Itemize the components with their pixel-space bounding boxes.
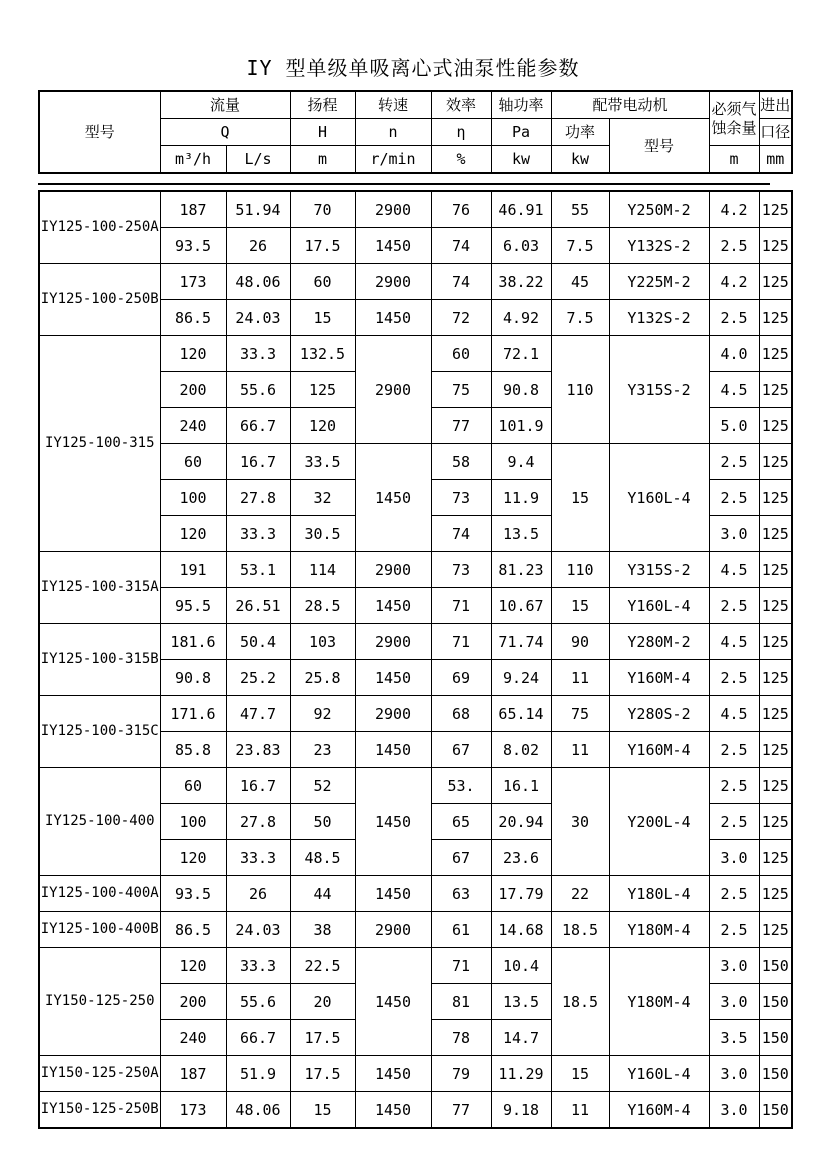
col-header-q-symbol: Q xyxy=(160,119,290,146)
cell-motor-model: Y180M-4 xyxy=(609,948,709,1056)
cell-efficiency: 65 xyxy=(431,804,491,840)
cell-shaft-power: 10.4 xyxy=(491,948,551,984)
header-row-1 xyxy=(39,91,792,119)
cell-npsh: 2.5 xyxy=(709,768,759,804)
cell-diameter: 125 xyxy=(759,696,792,732)
cell-flow-m3h: 200 xyxy=(160,984,226,1020)
cell-motor-model: Y160M-4 xyxy=(609,732,709,768)
cell-head: 17.5 xyxy=(290,228,355,264)
cell-npsh: 4.0 xyxy=(709,336,759,372)
cell-flow-ls: 48.06 xyxy=(226,264,290,300)
cell-flow-m3h: 191 xyxy=(160,552,226,588)
cell-diameter: 125 xyxy=(759,191,792,228)
table-row xyxy=(39,876,792,912)
cell-speed: 1450 xyxy=(355,444,431,552)
cell-motor-model: Y180M-4 xyxy=(609,912,709,948)
cell-npsh: 2.5 xyxy=(709,876,759,912)
cell-pump-model: IY125-100-250A xyxy=(39,191,160,264)
cell-motor-power: 110 xyxy=(551,552,609,588)
cell-shaft-power: 71.74 xyxy=(491,624,551,660)
cell-shaft-power: 11.29 xyxy=(491,1056,551,1092)
cell-diameter: 125 xyxy=(759,480,792,516)
cell-head: 25.8 xyxy=(290,660,355,696)
cell-head: 60 xyxy=(290,264,355,300)
cell-speed: 1450 xyxy=(355,1056,431,1092)
unit-shaft-kw: kw xyxy=(491,146,551,174)
cell-efficiency: 58 xyxy=(431,444,491,480)
cell-npsh: 4.5 xyxy=(709,624,759,660)
cell-flow-m3h: 120 xyxy=(160,516,226,552)
cell-flow-ls: 50.4 xyxy=(226,624,290,660)
cell-shaft-power: 9.24 xyxy=(491,660,551,696)
cell-flow-ls: 55.6 xyxy=(226,372,290,408)
cell-flow-m3h: 187 xyxy=(160,1056,226,1092)
cell-motor-power: 55 xyxy=(551,191,609,228)
cell-npsh: 2.5 xyxy=(709,660,759,696)
cell-diameter: 125 xyxy=(759,300,792,336)
cell-flow-ls: 51.94 xyxy=(226,191,290,228)
cell-diameter: 125 xyxy=(759,624,792,660)
cell-speed: 2900 xyxy=(355,912,431,948)
cell-efficiency: 53. xyxy=(431,768,491,804)
cell-speed: 1450 xyxy=(355,732,431,768)
cell-motor-model: Y280M-2 xyxy=(609,624,709,660)
unit-head-m: m xyxy=(290,146,355,174)
cell-flow-ls: 27.8 xyxy=(226,804,290,840)
unit-motor-kw: kw xyxy=(551,146,609,174)
cell-npsh: 2.5 xyxy=(709,300,759,336)
cell-flow-m3h: 120 xyxy=(160,948,226,984)
cell-head: 23 xyxy=(290,732,355,768)
cell-shaft-power: 65.14 xyxy=(491,696,551,732)
cell-efficiency: 74 xyxy=(431,264,491,300)
cell-shaft-power: 23.6 xyxy=(491,840,551,876)
cell-efficiency: 73 xyxy=(431,552,491,588)
col-header-motor-power: 功率 xyxy=(551,119,609,146)
cell-head: 30.5 xyxy=(290,516,355,552)
cell-flow-ls: 33.3 xyxy=(226,516,290,552)
cell-npsh: 2.5 xyxy=(709,732,759,768)
cell-speed: 1450 xyxy=(355,768,431,876)
cell-head: 50 xyxy=(290,804,355,840)
cell-head: 15 xyxy=(290,300,355,336)
cell-flow-m3h: 120 xyxy=(160,336,226,372)
cell-head: 92 xyxy=(290,696,355,732)
cell-head: 44 xyxy=(290,876,355,912)
cell-head: 38 xyxy=(290,912,355,948)
cell-efficiency: 73 xyxy=(431,480,491,516)
cell-head: 17.5 xyxy=(290,1020,355,1056)
cell-shaft-power: 4.92 xyxy=(491,300,551,336)
cell-diameter: 125 xyxy=(759,408,792,444)
cell-motor-power: 7.5 xyxy=(551,300,609,336)
col-header-shaft-power: 轴功率 xyxy=(491,91,551,119)
cell-flow-ls: 24.03 xyxy=(226,300,290,336)
cell-motor-model: Y160M-4 xyxy=(609,660,709,696)
cell-flow-ls: 27.8 xyxy=(226,480,290,516)
cell-diameter: 125 xyxy=(759,804,792,840)
cell-diameter: 150 xyxy=(759,984,792,1020)
header-table xyxy=(38,90,793,174)
cell-shaft-power: 72.1 xyxy=(491,336,551,372)
cell-flow-ls: 24.03 xyxy=(226,912,290,948)
cell-motor-model: Y160L-4 xyxy=(609,588,709,624)
cell-shaft-power: 101.9 xyxy=(491,408,551,444)
table-row xyxy=(39,1056,792,1092)
cell-diameter: 125 xyxy=(759,552,792,588)
cell-speed: 1450 xyxy=(355,948,431,1056)
cell-head: 22.5 xyxy=(290,948,355,984)
cell-motor-model: Y250M-2 xyxy=(609,191,709,228)
cell-head: 114 xyxy=(290,552,355,588)
cell-motor-power: 7.5 xyxy=(551,228,609,264)
cell-flow-m3h: 181.6 xyxy=(160,624,226,660)
table-row xyxy=(39,264,792,300)
cell-efficiency: 77 xyxy=(431,1092,491,1129)
table-row xyxy=(39,696,792,732)
cell-npsh: 5.0 xyxy=(709,408,759,444)
cell-speed: 1450 xyxy=(355,660,431,696)
cell-shaft-power: 90.8 xyxy=(491,372,551,408)
cell-head: 52 xyxy=(290,768,355,804)
cell-shaft-power: 13.5 xyxy=(491,516,551,552)
cell-flow-m3h: 95.5 xyxy=(160,588,226,624)
cell-diameter: 125 xyxy=(759,516,792,552)
cell-npsh: 3.0 xyxy=(709,984,759,1020)
cell-speed: 1450 xyxy=(355,588,431,624)
cell-flow-ls: 33.3 xyxy=(226,948,290,984)
col-header-pa-symbol: Pa xyxy=(491,119,551,146)
cell-npsh: 4.2 xyxy=(709,191,759,228)
cell-head: 103 xyxy=(290,624,355,660)
cell-npsh: 3.0 xyxy=(709,1056,759,1092)
cell-head: 48.5 xyxy=(290,840,355,876)
cell-pump-model: IY125-100-400B xyxy=(39,912,160,948)
cell-motor-power: 90 xyxy=(551,624,609,660)
cell-head: 125 xyxy=(290,372,355,408)
col-header-npsh-line2: 蚀余量 xyxy=(711,118,757,137)
cell-efficiency: 77 xyxy=(431,408,491,444)
cell-flow-ls: 25.2 xyxy=(226,660,290,696)
cell-pump-model: IY125-100-250B xyxy=(39,264,160,336)
cell-diameter: 125 xyxy=(759,876,792,912)
cell-motor-power: 11 xyxy=(551,1092,609,1129)
cell-npsh: 2.5 xyxy=(709,444,759,480)
cell-efficiency: 79 xyxy=(431,1056,491,1092)
unit-m3h: m³/h xyxy=(160,146,226,174)
cell-flow-ls: 26 xyxy=(226,228,290,264)
cell-diameter: 125 xyxy=(759,264,792,300)
cell-flow-ls: 51.9 xyxy=(226,1056,290,1092)
cell-diameter: 125 xyxy=(759,732,792,768)
cell-flow-m3h: 90.8 xyxy=(160,660,226,696)
cell-shaft-power: 16.1 xyxy=(491,768,551,804)
cell-efficiency: 68 xyxy=(431,696,491,732)
cell-flow-ls: 53.1 xyxy=(226,552,290,588)
cell-head: 32 xyxy=(290,480,355,516)
cell-speed: 2900 xyxy=(355,336,431,444)
unit-rmin: r/min xyxy=(355,146,431,174)
cell-efficiency: 81 xyxy=(431,984,491,1020)
cell-speed: 1450 xyxy=(355,876,431,912)
cell-motor-model: Y180L-4 xyxy=(609,876,709,912)
cell-pump-model: IY150-125-250B xyxy=(39,1092,160,1129)
cell-efficiency: 74 xyxy=(431,228,491,264)
cell-flow-m3h: 93.5 xyxy=(160,228,226,264)
cell-flow-ls: 23.83 xyxy=(226,732,290,768)
col-header-motor-model: 型号 xyxy=(609,119,709,174)
cell-efficiency: 60 xyxy=(431,336,491,372)
cell-motor-model: Y315S-2 xyxy=(609,552,709,588)
col-header-model: 型号 xyxy=(39,91,160,173)
cell-efficiency: 74 xyxy=(431,516,491,552)
cell-speed: 2900 xyxy=(355,191,431,228)
cell-speed: 1450 xyxy=(355,228,431,264)
cell-npsh: 4.2 xyxy=(709,264,759,300)
cell-flow-ls: 26 xyxy=(226,876,290,912)
cell-speed: 2900 xyxy=(355,264,431,300)
cell-motor-model: Y315S-2 xyxy=(609,336,709,444)
col-header-flow: 流量 xyxy=(160,91,290,119)
cell-diameter: 125 xyxy=(759,444,792,480)
cell-diameter: 150 xyxy=(759,1092,792,1129)
cell-diameter: 125 xyxy=(759,372,792,408)
cell-flow-m3h: 120 xyxy=(160,840,226,876)
cell-flow-m3h: 100 xyxy=(160,480,226,516)
cell-shaft-power: 6.03 xyxy=(491,228,551,264)
cell-flow-ls: 47.7 xyxy=(226,696,290,732)
table-row xyxy=(39,948,792,984)
cell-diameter: 125 xyxy=(759,840,792,876)
cell-flow-m3h: 187 xyxy=(160,191,226,228)
cell-pump-model: IY125-100-315C xyxy=(39,696,160,768)
table-row xyxy=(39,1092,792,1129)
cell-shaft-power: 9.4 xyxy=(491,444,551,480)
cell-diameter: 150 xyxy=(759,1020,792,1056)
cell-motor-power: 75 xyxy=(551,696,609,732)
cell-motor-power: 15 xyxy=(551,588,609,624)
cell-flow-ls: 48.06 xyxy=(226,1092,290,1129)
cell-shaft-power: 13.5 xyxy=(491,984,551,1020)
col-header-efficiency: 效率 xyxy=(431,91,491,119)
cell-pump-model: IY125-100-400A xyxy=(39,876,160,912)
cell-npsh: 2.5 xyxy=(709,228,759,264)
cell-efficiency: 67 xyxy=(431,732,491,768)
cell-motor-power: 110 xyxy=(551,336,609,444)
table-row xyxy=(39,552,792,588)
cell-diameter: 125 xyxy=(759,588,792,624)
cell-efficiency: 63 xyxy=(431,876,491,912)
cell-motor-model: Y132S-2 xyxy=(609,228,709,264)
cell-flow-m3h: 173 xyxy=(160,1092,226,1129)
col-header-speed: 转速 xyxy=(355,91,431,119)
cell-motor-model: Y280S-2 xyxy=(609,696,709,732)
cell-npsh: 3.0 xyxy=(709,840,759,876)
cell-npsh: 2.5 xyxy=(709,480,759,516)
cell-motor-power: 22 xyxy=(551,876,609,912)
cell-npsh: 4.5 xyxy=(709,696,759,732)
cell-npsh: 3.0 xyxy=(709,1092,759,1129)
col-header-diameter-line2: 口径 xyxy=(759,119,792,146)
cell-shaft-power: 14.7 xyxy=(491,1020,551,1056)
cell-pump-model: IY125-100-315A xyxy=(39,552,160,624)
col-header-npsh xyxy=(709,91,759,146)
cell-motor-power: 11 xyxy=(551,660,609,696)
cell-speed: 2900 xyxy=(355,696,431,732)
cell-pump-model: IY150-125-250 xyxy=(39,948,160,1056)
cell-flow-ls: 26.51 xyxy=(226,588,290,624)
cell-shaft-power: 10.67 xyxy=(491,588,551,624)
cell-flow-ls: 55.6 xyxy=(226,984,290,1020)
cell-shaft-power: 46.91 xyxy=(491,191,551,228)
cell-npsh: 3.0 xyxy=(709,948,759,984)
cell-motor-model: Y225M-2 xyxy=(609,264,709,300)
col-header-motor: 配带电动机 xyxy=(551,91,709,119)
cell-motor-power: 30 xyxy=(551,768,609,876)
cell-head: 120 xyxy=(290,408,355,444)
cell-motor-model: Y160M-4 xyxy=(609,1092,709,1129)
cell-diameter: 150 xyxy=(759,948,792,984)
cell-diameter: 125 xyxy=(759,660,792,696)
cell-flow-ls: 33.3 xyxy=(226,840,290,876)
cell-shaft-power: 17.79 xyxy=(491,876,551,912)
cell-npsh: 3.5 xyxy=(709,1020,759,1056)
col-header-h-symbol: H xyxy=(290,119,355,146)
cell-shaft-power: 20.94 xyxy=(491,804,551,840)
cell-motor-model: Y200L-4 xyxy=(609,768,709,876)
cell-diameter: 125 xyxy=(759,336,792,372)
cell-motor-model: Y160L-4 xyxy=(609,444,709,552)
col-header-npsh-line1: 必须气 xyxy=(711,99,757,118)
cell-flow-m3h: 171.6 xyxy=(160,696,226,732)
cell-efficiency: 67 xyxy=(431,840,491,876)
cell-motor-power: 15 xyxy=(551,1056,609,1092)
cell-speed: 1450 xyxy=(355,1092,431,1129)
cell-diameter: 125 xyxy=(759,228,792,264)
cell-diameter: 150 xyxy=(759,1056,792,1092)
table-row xyxy=(39,768,792,804)
cell-efficiency: 71 xyxy=(431,588,491,624)
cell-speed: 1450 xyxy=(355,300,431,336)
cell-head: 20 xyxy=(290,984,355,1020)
cell-flow-ls: 33.3 xyxy=(226,336,290,372)
cell-flow-m3h: 100 xyxy=(160,804,226,840)
cell-motor-power: 45 xyxy=(551,264,609,300)
cell-head: 70 xyxy=(290,191,355,228)
cell-shaft-power: 9.18 xyxy=(491,1092,551,1129)
cell-flow-m3h: 60 xyxy=(160,768,226,804)
cell-shaft-power: 14.68 xyxy=(491,912,551,948)
cell-flow-m3h: 93.5 xyxy=(160,876,226,912)
cell-head: 132.5 xyxy=(290,336,355,372)
cell-motor-power: 11 xyxy=(551,732,609,768)
col-header-head: 扬程 xyxy=(290,91,355,119)
cell-motor-power: 18.5 xyxy=(551,912,609,948)
cell-efficiency: 72 xyxy=(431,300,491,336)
table-split-line xyxy=(38,183,770,185)
cell-flow-ls: 66.7 xyxy=(226,1020,290,1056)
cell-npsh: 4.5 xyxy=(709,552,759,588)
cell-flow-m3h: 85.8 xyxy=(160,732,226,768)
cell-efficiency: 71 xyxy=(431,624,491,660)
data-table-body xyxy=(39,191,792,1128)
cell-shaft-power: 38.22 xyxy=(491,264,551,300)
cell-flow-m3h: 240 xyxy=(160,408,226,444)
cell-flow-m3h: 60 xyxy=(160,444,226,480)
unit-percent: % xyxy=(431,146,491,174)
data-table xyxy=(38,190,793,1129)
cell-shaft-power: 81.23 xyxy=(491,552,551,588)
cell-flow-m3h: 86.5 xyxy=(160,912,226,948)
unit-npsh-m: m xyxy=(709,146,759,174)
cell-flow-m3h: 200 xyxy=(160,372,226,408)
col-header-diameter-line1: 进出 xyxy=(759,91,792,119)
table-row xyxy=(39,336,792,372)
cell-npsh: 2.5 xyxy=(709,804,759,840)
cell-motor-power: 15 xyxy=(551,444,609,552)
cell-efficiency: 78 xyxy=(431,1020,491,1056)
col-header-n-symbol: n xyxy=(355,119,431,146)
cell-shaft-power: 8.02 xyxy=(491,732,551,768)
cell-head: 33.5 xyxy=(290,444,355,480)
cell-npsh: 2.5 xyxy=(709,588,759,624)
cell-diameter: 125 xyxy=(759,912,792,948)
cell-flow-m3h: 86.5 xyxy=(160,300,226,336)
cell-speed: 2900 xyxy=(355,624,431,660)
table-row xyxy=(39,191,792,228)
unit-ls: L/s xyxy=(226,146,290,174)
cell-head: 28.5 xyxy=(290,588,355,624)
cell-flow-ls: 16.7 xyxy=(226,444,290,480)
col-header-eta-symbol: η xyxy=(431,119,491,146)
cell-speed: 2900 xyxy=(355,552,431,588)
cell-diameter: 125 xyxy=(759,768,792,804)
unit-mm: mm xyxy=(759,146,792,174)
cell-head: 15 xyxy=(290,1092,355,1129)
cell-motor-power: 18.5 xyxy=(551,948,609,1056)
cell-efficiency: 61 xyxy=(431,912,491,948)
cell-pump-model: IY150-125-250A xyxy=(39,1056,160,1092)
cell-npsh: 2.5 xyxy=(709,912,759,948)
cell-pump-model: IY125-100-315B xyxy=(39,624,160,696)
table-row xyxy=(39,624,792,660)
cell-pump-model: IY125-100-315 xyxy=(39,336,160,552)
cell-flow-m3h: 173 xyxy=(160,264,226,300)
cell-efficiency: 69 xyxy=(431,660,491,696)
cell-motor-model: Y132S-2 xyxy=(609,300,709,336)
cell-efficiency: 76 xyxy=(431,191,491,228)
cell-pump-model: IY125-100-400 xyxy=(39,768,160,876)
table-row xyxy=(39,912,792,948)
cell-motor-model: Y160L-4 xyxy=(609,1056,709,1092)
cell-npsh: 4.5 xyxy=(709,372,759,408)
page-title: IY 型单级单吸离心式油泵性能参数 xyxy=(246,56,580,80)
cell-efficiency: 71 xyxy=(431,948,491,984)
cell-flow-ls: 66.7 xyxy=(226,408,290,444)
cell-flow-ls: 16.7 xyxy=(226,768,290,804)
cell-head: 17.5 xyxy=(290,1056,355,1092)
cell-flow-m3h: 240 xyxy=(160,1020,226,1056)
cell-npsh: 3.0 xyxy=(709,516,759,552)
cell-shaft-power: 11.9 xyxy=(491,480,551,516)
cell-efficiency: 75 xyxy=(431,372,491,408)
